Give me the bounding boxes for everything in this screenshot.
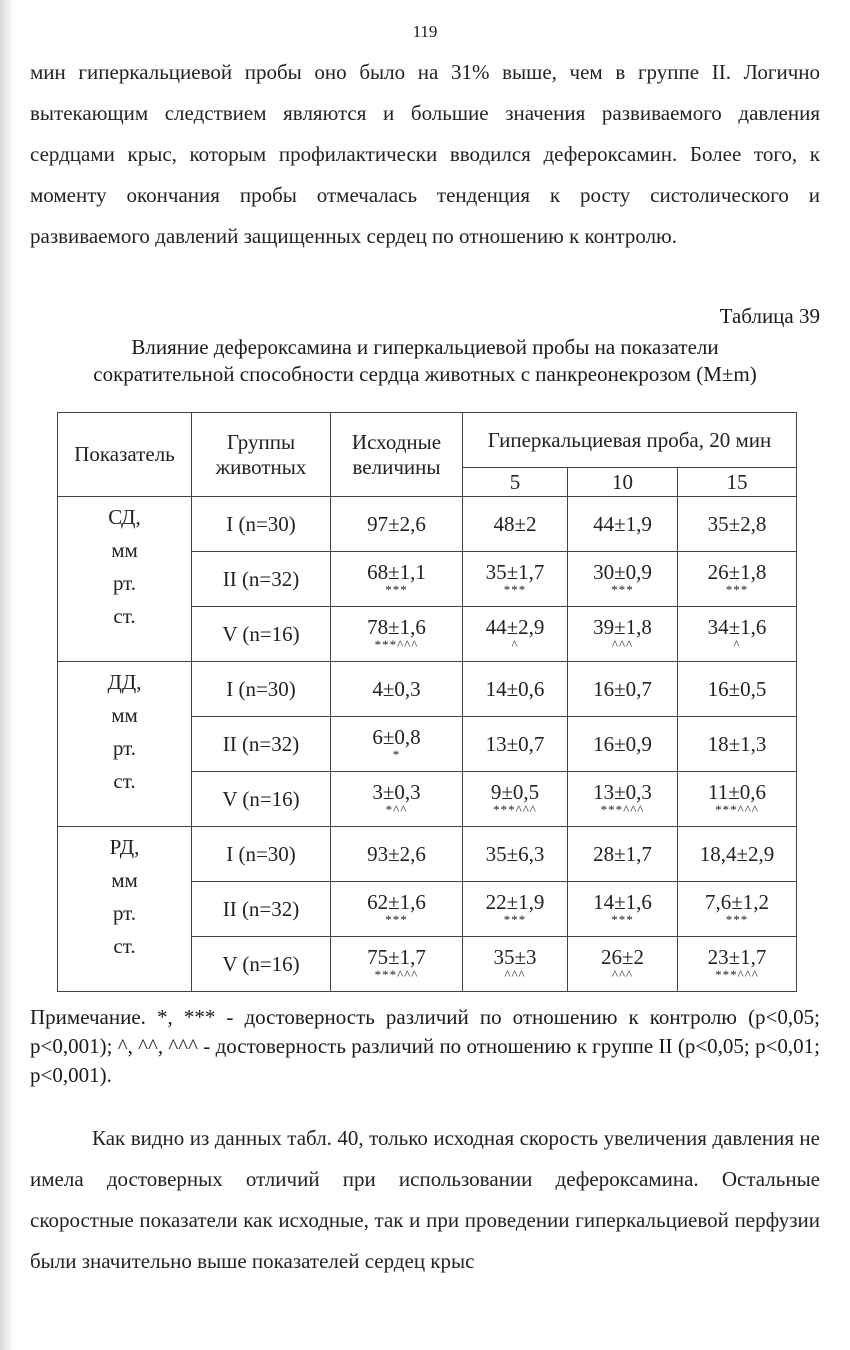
- significance-marker: ^: [733, 637, 741, 652]
- mean-value: 93±2,6: [367, 842, 426, 866]
- metric-label-line: мм: [111, 703, 138, 727]
- value-cell: [463, 497, 568, 552]
- mean-value: 13±0,7: [485, 732, 545, 756]
- mean-value: 16±0,9: [593, 732, 652, 756]
- group-cell: II (n=32): [192, 717, 331, 772]
- metric-label-line: рт.: [112, 736, 137, 760]
- value-cell: [678, 717, 797, 772]
- mean-value: 16±0,7: [593, 677, 652, 701]
- mean-value: 44±1,9: [593, 512, 652, 536]
- significance-marker: *^^: [385, 802, 408, 817]
- header-minute-5: 5: [463, 468, 568, 497]
- mean-value: 35±3: [493, 945, 537, 969]
- mean-value: 22±1,9: [485, 890, 545, 914]
- paragraph-intro: мин гиперкальциевой пробы оно было на 31% выше, чем в группе II. Логично вытекающим следствием являются и большие значения развиваемого давления сердцами крыс, которым профилактически вводился дефероксамин. Более того, к моменту окончания пробы отмечалась тенденция к росту систолического и развиваемого давлений защищенных сердец по отношению к контролю.: [30, 60, 820, 248]
- significance-marker: ^^^: [504, 967, 526, 982]
- significance-marker: ***^^^: [715, 802, 759, 817]
- mean-value: 14±1,6: [593, 890, 652, 914]
- metric-cell: [58, 827, 192, 992]
- metric-cell: [58, 662, 192, 827]
- metric-label-line: рт.: [112, 901, 137, 925]
- significance-marker: ^^^: [611, 967, 634, 982]
- mean-value: 3±0,3: [372, 780, 421, 804]
- value-cell: [331, 882, 463, 937]
- significance-marker: ***^^^: [374, 967, 419, 982]
- mean-value: 35±1,7: [485, 560, 545, 584]
- value-cell: [331, 662, 463, 717]
- mean-value: 30±0,9: [593, 560, 652, 584]
- significance-marker: ***^^^: [493, 802, 537, 817]
- table-row: [58, 662, 797, 717]
- significance-marker: ***^^^: [600, 802, 645, 817]
- significance-marker: ^^^: [611, 637, 634, 652]
- mean-value: 18,4±2,9: [699, 842, 775, 866]
- mean-value: 34±1,6: [707, 615, 767, 639]
- header-hypercalcemic-test: Гиперкальциевая проба, 20 мин: [463, 413, 797, 468]
- value-cell: [678, 552, 797, 607]
- value-cell: [463, 662, 568, 717]
- value-cell: [463, 827, 568, 882]
- page-number: 119: [412, 22, 438, 41]
- value-cell: [568, 552, 678, 607]
- value-cell: [331, 937, 463, 992]
- mean-value: 62±1,6: [367, 890, 426, 914]
- significance-marker: ***: [611, 912, 634, 927]
- mean-value: 11±0,6: [708, 780, 767, 804]
- metric-label-line: мм: [111, 868, 138, 892]
- significance-marker: ***: [725, 582, 749, 597]
- value-cell: [568, 827, 678, 882]
- value-cell: [331, 497, 463, 552]
- value-cell: [678, 937, 797, 992]
- significance-marker: ***^^^: [374, 637, 419, 652]
- table-title-line-1: Влияние дефероксамина и гиперкальциевой пробы на показатели: [131, 335, 719, 359]
- value-cell: [678, 607, 797, 662]
- value-cell: [331, 552, 463, 607]
- header-minute-10: 10: [568, 468, 678, 497]
- group-cell: I (n=30): [192, 662, 331, 717]
- header-indicator: Показатель: [58, 413, 192, 497]
- value-cell: [678, 662, 797, 717]
- significance-marker: ***: [385, 582, 408, 597]
- mean-value: 7,6±1,2: [705, 890, 770, 914]
- value-cell: [463, 607, 568, 662]
- table-title: [30, 334, 820, 388]
- significance-marker: ***: [385, 912, 408, 927]
- table-body: [58, 497, 797, 992]
- table-row: [58, 497, 797, 552]
- group-cell: I (n=30): [192, 827, 331, 882]
- mean-value: 26±1,8: [707, 560, 767, 584]
- value-cell: [331, 772, 463, 827]
- group-cell: I (n=30): [192, 497, 331, 552]
- value-cell: [568, 497, 678, 552]
- significance-marker: ***: [611, 582, 634, 597]
- group-cell: V (n=16): [192, 772, 331, 827]
- mean-value: 48±2: [493, 512, 537, 536]
- value-cell: [463, 937, 568, 992]
- value-cell: [463, 552, 568, 607]
- metric-label-line: рт.: [112, 571, 137, 595]
- mean-value: 35±2,8: [707, 512, 767, 536]
- paragraph-conclusion: Как видно из данных табл. 40, только исходная скорость увеличения давления не имела достоверных отличий при использовании дефероксамина. Остальные скоростные показатели как исходные, так и при проведении гиперкальциевой перфузии были значительно выше показателей сердец крыс: [30, 1126, 820, 1273]
- group-cell: II (n=32): [192, 552, 331, 607]
- metric-cell: [58, 497, 192, 662]
- group-cell: II (n=32): [192, 882, 331, 937]
- value-cell: [678, 772, 797, 827]
- significance-marker: ***: [725, 912, 749, 927]
- mean-value: 6±0,8: [372, 725, 421, 749]
- mean-value: 16±0,5: [707, 677, 767, 701]
- mean-value: 13±0,3: [593, 780, 652, 804]
- mean-value: 44±2,9: [485, 615, 545, 639]
- value-cell: [568, 937, 678, 992]
- value-cell: [331, 607, 463, 662]
- table-row: [58, 827, 797, 882]
- group-cell: V (n=16): [192, 937, 331, 992]
- metric-label-line: СД,: [108, 505, 141, 529]
- group-cell: V (n=16): [192, 607, 331, 662]
- value-cell: [463, 772, 568, 827]
- mean-value: 18±1,3: [707, 732, 767, 756]
- mean-value: 14±0,6: [485, 677, 545, 701]
- value-cell: [331, 717, 463, 772]
- metric-label-line: ст.: [113, 604, 136, 628]
- mean-value: 9±0,5: [490, 780, 540, 804]
- significance-marker: ***: [503, 582, 527, 597]
- mean-value: 35±6,3: [485, 842, 545, 866]
- mean-value: 97±2,6: [367, 512, 426, 536]
- value-cell: [568, 607, 678, 662]
- value-cell: [678, 827, 797, 882]
- mean-value: 28±1,7: [593, 842, 652, 866]
- value-cell: [568, 662, 678, 717]
- significance-marker: ***^^^: [715, 967, 759, 982]
- mean-value: 75±1,7: [367, 945, 426, 969]
- significance-marker: ^: [511, 637, 519, 652]
- results-table: [57, 412, 797, 992]
- table-title-line-2: сократительной способности сердца животных с панкреонекрозом (M±m): [93, 362, 757, 386]
- value-cell: [568, 717, 678, 772]
- mean-value: 4±0,3: [372, 677, 421, 701]
- scan-shadow-edge: [0, 0, 14, 1350]
- header-minute-15: 15: [678, 468, 797, 497]
- value-cell: [463, 717, 568, 772]
- value-cell: [331, 827, 463, 882]
- metric-label-line: РД,: [109, 835, 140, 859]
- mean-value: 68±1,1: [367, 560, 426, 584]
- header-groups: Группы животных: [192, 413, 331, 497]
- value-cell: [568, 772, 678, 827]
- mean-value: 39±1,8: [593, 615, 652, 639]
- value-cell: [678, 497, 797, 552]
- header-baseline: Исходные величины: [331, 413, 463, 497]
- metric-label-line: ст.: [113, 769, 136, 793]
- significance-marker: *: [392, 747, 401, 762]
- table-note: Примечание. *, *** - достоверность различий по отношению к контролю (p<0,05; p<0,001); ^, ^^, ^^^ - достоверность различий по отношению к группе II (p<0,05; p<0,01; p<0,001).: [30, 1005, 820, 1087]
- value-cell: [568, 882, 678, 937]
- metric-label-line: мм: [111, 538, 138, 562]
- metric-label-line: ст.: [113, 934, 136, 958]
- mean-value: 78±1,6: [367, 615, 426, 639]
- value-cell: [678, 882, 797, 937]
- significance-marker: ***: [503, 912, 527, 927]
- table-label: Таблица 39: [719, 304, 820, 328]
- value-cell: [463, 882, 568, 937]
- metric-label-line: ДД,: [107, 670, 142, 694]
- mean-value: 26±2: [600, 945, 645, 969]
- mean-value: 23±1,7: [707, 945, 767, 969]
